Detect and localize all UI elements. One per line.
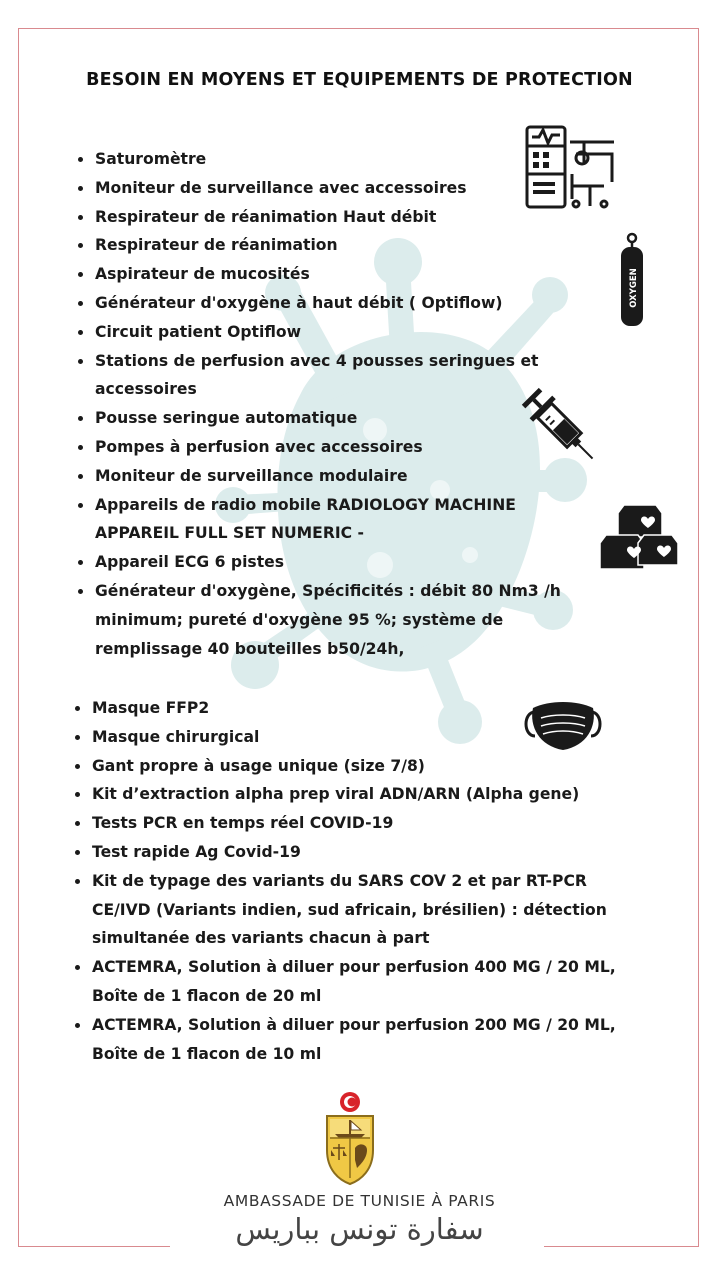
- list-item: Saturomètre: [78, 145, 588, 174]
- list-item: Stations de perfusion avec 4 pousses seringues et accessoires: [78, 347, 588, 405]
- list-item: Circuit patient Optiflow: [78, 318, 588, 347]
- patient-monitor-icon: [524, 124, 620, 212]
- boxes-icon: [598, 503, 680, 571]
- list-item: Gant propre à usage unique (size 7/8): [75, 752, 635, 781]
- list-item: Kit d’extraction alpha prep viral ADN/ARN (Alpha gene): [75, 780, 635, 809]
- list-item: Kit de typage des variants du SARS COV 2 et par RT-PCR CE/IVD (Variants indien, sud africain, brésilien) : détection simultanée des variants chacun à part: [75, 867, 635, 953]
- page-title: BESOIN EN MOYENS ET EQUIPEMENTS DE PROTECTION: [86, 70, 633, 90]
- list-item: Masque chirurgical: [75, 723, 635, 752]
- list-item: Pompes à perfusion avec accessoires: [78, 433, 588, 462]
- list-item: ACTEMRA, Solution à diluer pour perfusion 400 MG / 20 ML, Boîte de 1 flacon de 20 ml: [75, 953, 635, 1011]
- list-item: Moniteur de surveillance modulaire: [78, 462, 588, 491]
- equipment-list: [78, 145, 588, 663]
- list-item: Masque FFP2: [75, 694, 635, 723]
- list-item: Respirateur de réanimation Haut débit: [78, 203, 588, 232]
- list-item: Moniteur de surveillance avec accessoires: [78, 174, 588, 203]
- embassy-name-fr: AMBASSADE DE TUNISIE À PARIS: [223, 1192, 496, 1210]
- list-item: Générateur d'oxygène à haut débit ( Optiflow): [78, 289, 588, 318]
- face-mask-icon: [521, 696, 605, 752]
- list-item: Appareil ECG 6 pistes: [78, 548, 588, 577]
- list-item: Générateur d'oxygène, Spécificités : débit 80 Nm3 /h minimum; pureté d'oxygène 95 %; système de remplissage 40 bouteilles b50/24h,: [78, 577, 588, 663]
- oxygen-tank-icon: [618, 232, 646, 328]
- list-item: ACTEMRA, Solution à diluer pour perfusion 200 MG / 20 ML, Boîte de 1 flacon de 10 ml: [75, 1011, 635, 1069]
- list-item: Tests PCR en temps réel COVID-19: [75, 809, 635, 838]
- list-item: Respirateur de réanimation: [78, 231, 588, 260]
- oxygen-label: OXYGEN: [629, 268, 639, 308]
- syringe-icon: [514, 380, 606, 472]
- list-item: Appareils de radio mobile RADIOLOGY MACHINE APPAREIL FULL SET NUMERIC -: [78, 491, 588, 549]
- embassy-name-ar: سفارة تونس بباريس: [235, 1212, 484, 1246]
- list-item: Aspirateur de mucosités: [78, 260, 588, 289]
- list-item: Pousse seringue automatique: [78, 404, 588, 433]
- list-item: Test rapide Ag Covid-19: [75, 838, 635, 867]
- tunisia-coat-of-arms-icon: [321, 1090, 379, 1186]
